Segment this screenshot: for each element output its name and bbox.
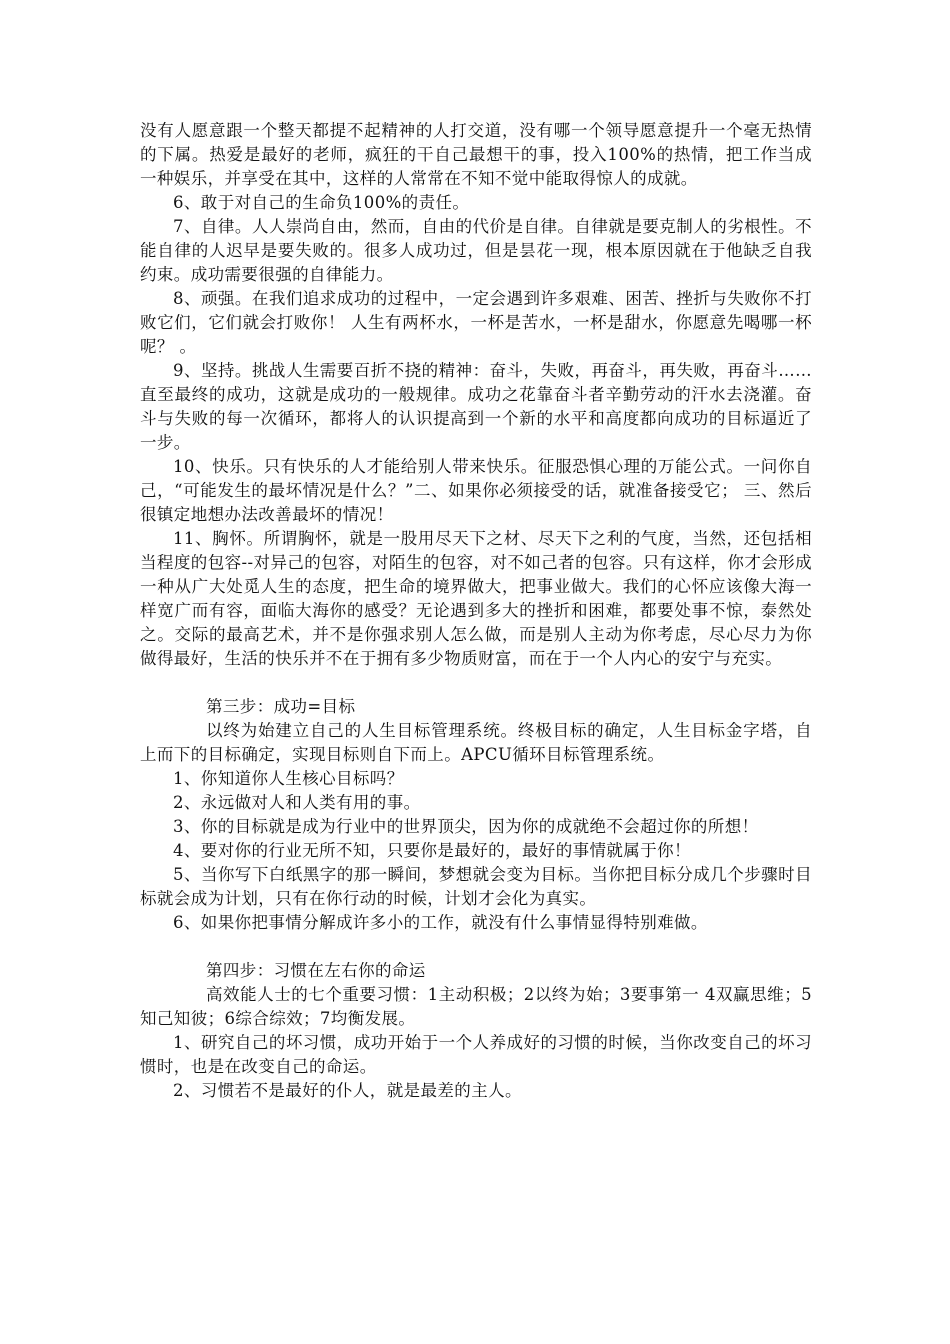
paragraph-item-9-persistence: 9、坚持。挑战人生需要百折不挠的精神：奋斗，失败，再奋斗，再失败，再奋斗……直至最终的成功，这就是成功的一般规律。成功之花靠奋斗者辛勤劳动的汗水去浇灌。奋斗与失败的每一次循环，都将人的认识提高到一个新的水平和高度都向成功的目标逼近了一步。 — [140, 361, 812, 452]
step3-item-3: 3、你的目标就是成为行业中的世界顶尖，因为你的成就绝不会超过你的所想！ — [173, 817, 759, 836]
section-gap — [140, 935, 812, 959]
step3-item-1: 1、你知道你人生核心目标吗？ — [173, 769, 404, 788]
paragraph-enthusiasm-continued: 没有人愿意跟一个整天都提不起精神的人打交道，没有哪一个领导愿意提升一个毫无热情的下属。热爱是最好的老师，疯狂的干自己最想干的事，投入100%的热情，把工作当成一种娱乐，并享受在其中，这样的人常常在不知不觉中能取得惊人的成就。 — [140, 121, 812, 188]
paragraph-item-7-self-discipline: 7、自律。人人崇尚自由，然而，自由的代价是自律。自律就是要克制人的劣根性。不能自律的人迟早是要失败的。很多人成功过，但是昙花一现，根本原因就在于他缺乏自我约束。成功需要很强的自律能力。 — [140, 217, 812, 284]
paragraph-item-10-happiness: 10、快乐。只有快乐的人才能给别人带来快乐。征服恐惧心理的万能公式。一问你自己，“可能发生的最坏情况是什么？”二、如果你必须接受的话，就准备接受它； 三、然后很镇定地想办法改善最坏的情况！ — [140, 457, 812, 524]
section-gap — [140, 671, 812, 695]
paragraph-item-8-tenacity: 8、顽强。在我们追求成功的过程中，一定会遇到许多艰难、困苦、挫折与失败你不打败它们，它们就会打败你！ 人生有两杯水，一杯是苦水，一杯是甜水，你愿意先喝哪一杯呢？ 。 — [140, 289, 812, 356]
step4-item-1: 1、研究自己的坏习惯，成功开始于一个人养成好的习惯的时候，当你改变自己的坏习惯时，也是在改变自己的命运。 — [140, 1033, 812, 1076]
step3-item-2: 2、永远做对人和人类有用的事。 — [173, 793, 421, 812]
step3-heading: 第三步：成功=目标 — [206, 697, 356, 716]
paragraph-item-11-broad-mind: 11、胸怀。所谓胸怀，就是一股用尽天下之材、尽天下之利的气度，当然，还包括相当程度的包容--对异己的包容，对陌生的包容，对不如己者的包容。只有这样，你才会形成一种从广大处觅人生的态度，把生命的境界做大，把事业做大。我们的心怀应该像大海一样宽广而有容，面临大海你的感受？无论遇到多大的挫折和困难，都要处事不惊，泰然处之。交际的最高艺术，并不是你强求别人怎么做，而是别人主动为你考虑，尽心尽力为你做得最好，生活的快乐并不在于拥有多少物质财富，而在于一个人内心的安宁与充实。 — [140, 529, 812, 668]
step4-item-2: 2、习惯若不是最好的仆人，就是最差的主人。 — [173, 1081, 522, 1100]
step4-heading: 第四步：习惯在左右你的命运 — [206, 961, 426, 980]
step3-item-5: 5、当你写下白纸黑字的那一瞬间，梦想就会变为目标。当你把目标分成几个步骤时目标就会成为计划，只有在你行动的时候，计划才会化为真实。 — [140, 865, 812, 908]
document-page — [140, 119, 812, 1103]
step3-item-4: 4、要对你的行业无所不知，只要你是最好的，最好的事情就属于你！ — [173, 841, 691, 860]
step4-intro: 高效能人士的七个重要习惯：1主动积极；2以终为始；3要事第一 4双赢思维；5知己知彼；6综合综效；7均衡发展。 — [140, 985, 812, 1028]
paragraph-item-6-responsibility: 6、敢于对自己的生命负100%的责任。 — [173, 193, 470, 212]
step3-item-6: 6、如果你把事情分解成许多小的工作，就没有什么事情显得特别难做。 — [173, 913, 708, 932]
step3-intro: 以终为始建立自己的人生目标管理系统。终极目标的确定，人生目标金字塔，自上而下的目标确定，实现目标则自下而上。APCU循环目标管理系统。 — [140, 721, 812, 764]
